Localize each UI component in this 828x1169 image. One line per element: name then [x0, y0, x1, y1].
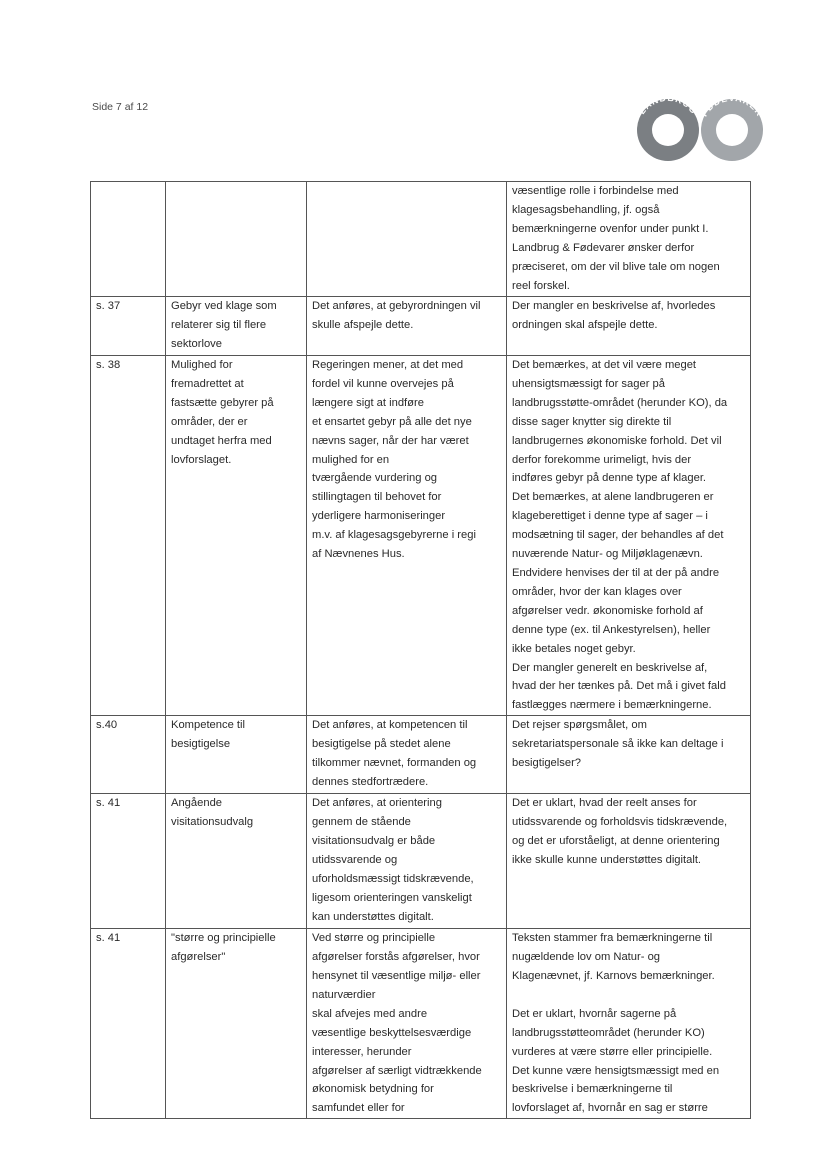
summary-cell: Ved større og principielle afgørelser forstås afgørelser, hvor hensynet til væsentlige miljø- eller naturværdier skal afvejes med andre væsentlige beskyttelsesværdige interesser, herunder afgørelser af særligt vidtrækkende økonomisk betydning for samfundet eller for — [307, 929, 507, 1119]
topic-cell — [166, 182, 307, 297]
table-row — [91, 356, 751, 716]
comment-cell: Det er uklart, hvad der reelt anses for utidssvarende og forholdsvis tidskrævende, og det er uforståeligt, at denne orientering ikke skulle kunne understøttes digitalt. — [507, 794, 751, 929]
logo-text-right: FØDEVARER — [698, 92, 766, 119]
logo-text-left: LANDBRUG — [636, 92, 700, 117]
topic-cell: Angående visitationsudvalg — [166, 794, 307, 929]
topic-cell: Kompetence til besigtigelse — [166, 716, 307, 794]
table-row — [91, 297, 751, 356]
comment-cell: Det rejser spørgsmålet, om sekretariatspersonale så ikke kan deltage i besigtigelser? — [507, 716, 751, 794]
summary-cell: Det anføres, at gebyrordningen vil skulle afspejle dette. — [307, 297, 507, 356]
comment-cell: Det bemærkes, at det vil være meget uhensigtsmæssigt for sager på landbrugsstøtte-området (herunder KO), da disse sager knytter sig direkte til landbrugernes økonomiske forhold. Det vil derfor forekomme urimeligt, hvis der indføres gebyr på denne type af klager. Det bemærkes, at alene landbrugeren er klageberettiget i denne type af sager – i modsætning til sager, der behandles af det nuværende Natur- og Miljøklagenævn. Endvidere henvises der til at der på andre områder, hvor der kan klages over afgørelser vedr. økonomiske forhold af denne type (ex. til Ankestyrelsen), heller ikke betales noget gebyr. Der mangler generelt en beskrivelse af, hvad der her tænkes på. Det må i givet fald fastlægges nærmere i bemærkningerne. — [507, 356, 751, 716]
topic-cell: Gebyr ved klage som relaterer sig til flere sektorlove — [166, 297, 307, 356]
ref-cell — [91, 182, 166, 297]
comments-table — [90, 181, 751, 1119]
table-row — [91, 716, 751, 794]
ref-cell: s. 38 — [91, 356, 166, 716]
ref-cell: s. 37 — [91, 297, 166, 356]
page-number-label: Side 7 af 12 — [92, 101, 149, 113]
table-row — [91, 929, 751, 1119]
topic-cell: "større og principielle afgørelser" — [166, 929, 307, 1119]
summary-cell: Regeringen mener, at det med fordel vil kunne overvejes på længere sigt at indføre et ensartet gebyr på alle det nye nævns sager, når der har været mulighed for en tværgående vurdering og stillingtagen til behovet for yderligere harmoniseringer m.v. af klagesagsgebyrerne i regi af Nævnenes Hus. — [307, 356, 507, 716]
ref-cell: s. 41 — [91, 794, 166, 929]
ref-cell: s. 41 — [91, 929, 166, 1119]
comment-cell: væsentlige rolle i forbindelse med klagesagsbehandling, jf. også bemærkningerne ovenfor under punkt I. Landbrug & Fødevarer ønsker derfor præciseret, om der vil blive tale om nogen reel forskel. — [507, 182, 751, 297]
table-row — [91, 794, 751, 929]
topic-cell: Mulighed for fremadrettet at fastsætte gebyrer på områder, der er undtaget herfra med lovforslaget. — [166, 356, 307, 716]
comment-cell: Der mangler en beskrivelse af, hvorledes ordningen skal afspejle dette. — [507, 297, 751, 356]
summary-cell — [307, 182, 507, 297]
table-row — [91, 182, 751, 297]
comment-cell: Teksten stammer fra bemærkningerne til nugældende lov om Natur- og Klagenævnet, jf. Karnovs bemærkninger. Det er uklart, hvornår sagerne på landbrugsstøtteområdet (herunder KO) vurderes at være større eller principielle. Det kunne være hensigtsmæssigt med en beskrivelse i bemærkningerne til lovforslaget af, hvornår en sag er større — [507, 929, 751, 1119]
summary-cell: Det anføres, at orientering gennem de stående visitationsudvalg er både utidssvarende og uforholdsmæssigt tidskrævende, ligesom orienteringen vanskeligt kan understøttes digitalt. — [307, 794, 507, 929]
ref-cell: s.40 — [91, 716, 166, 794]
summary-cell: Det anføres, at kompetencen til besigtigelse på stedet alene tilkommer nævnet, formanden og dennes stedfortrædere. — [307, 716, 507, 794]
landbrug-foedevarer-logo — [630, 92, 766, 164]
